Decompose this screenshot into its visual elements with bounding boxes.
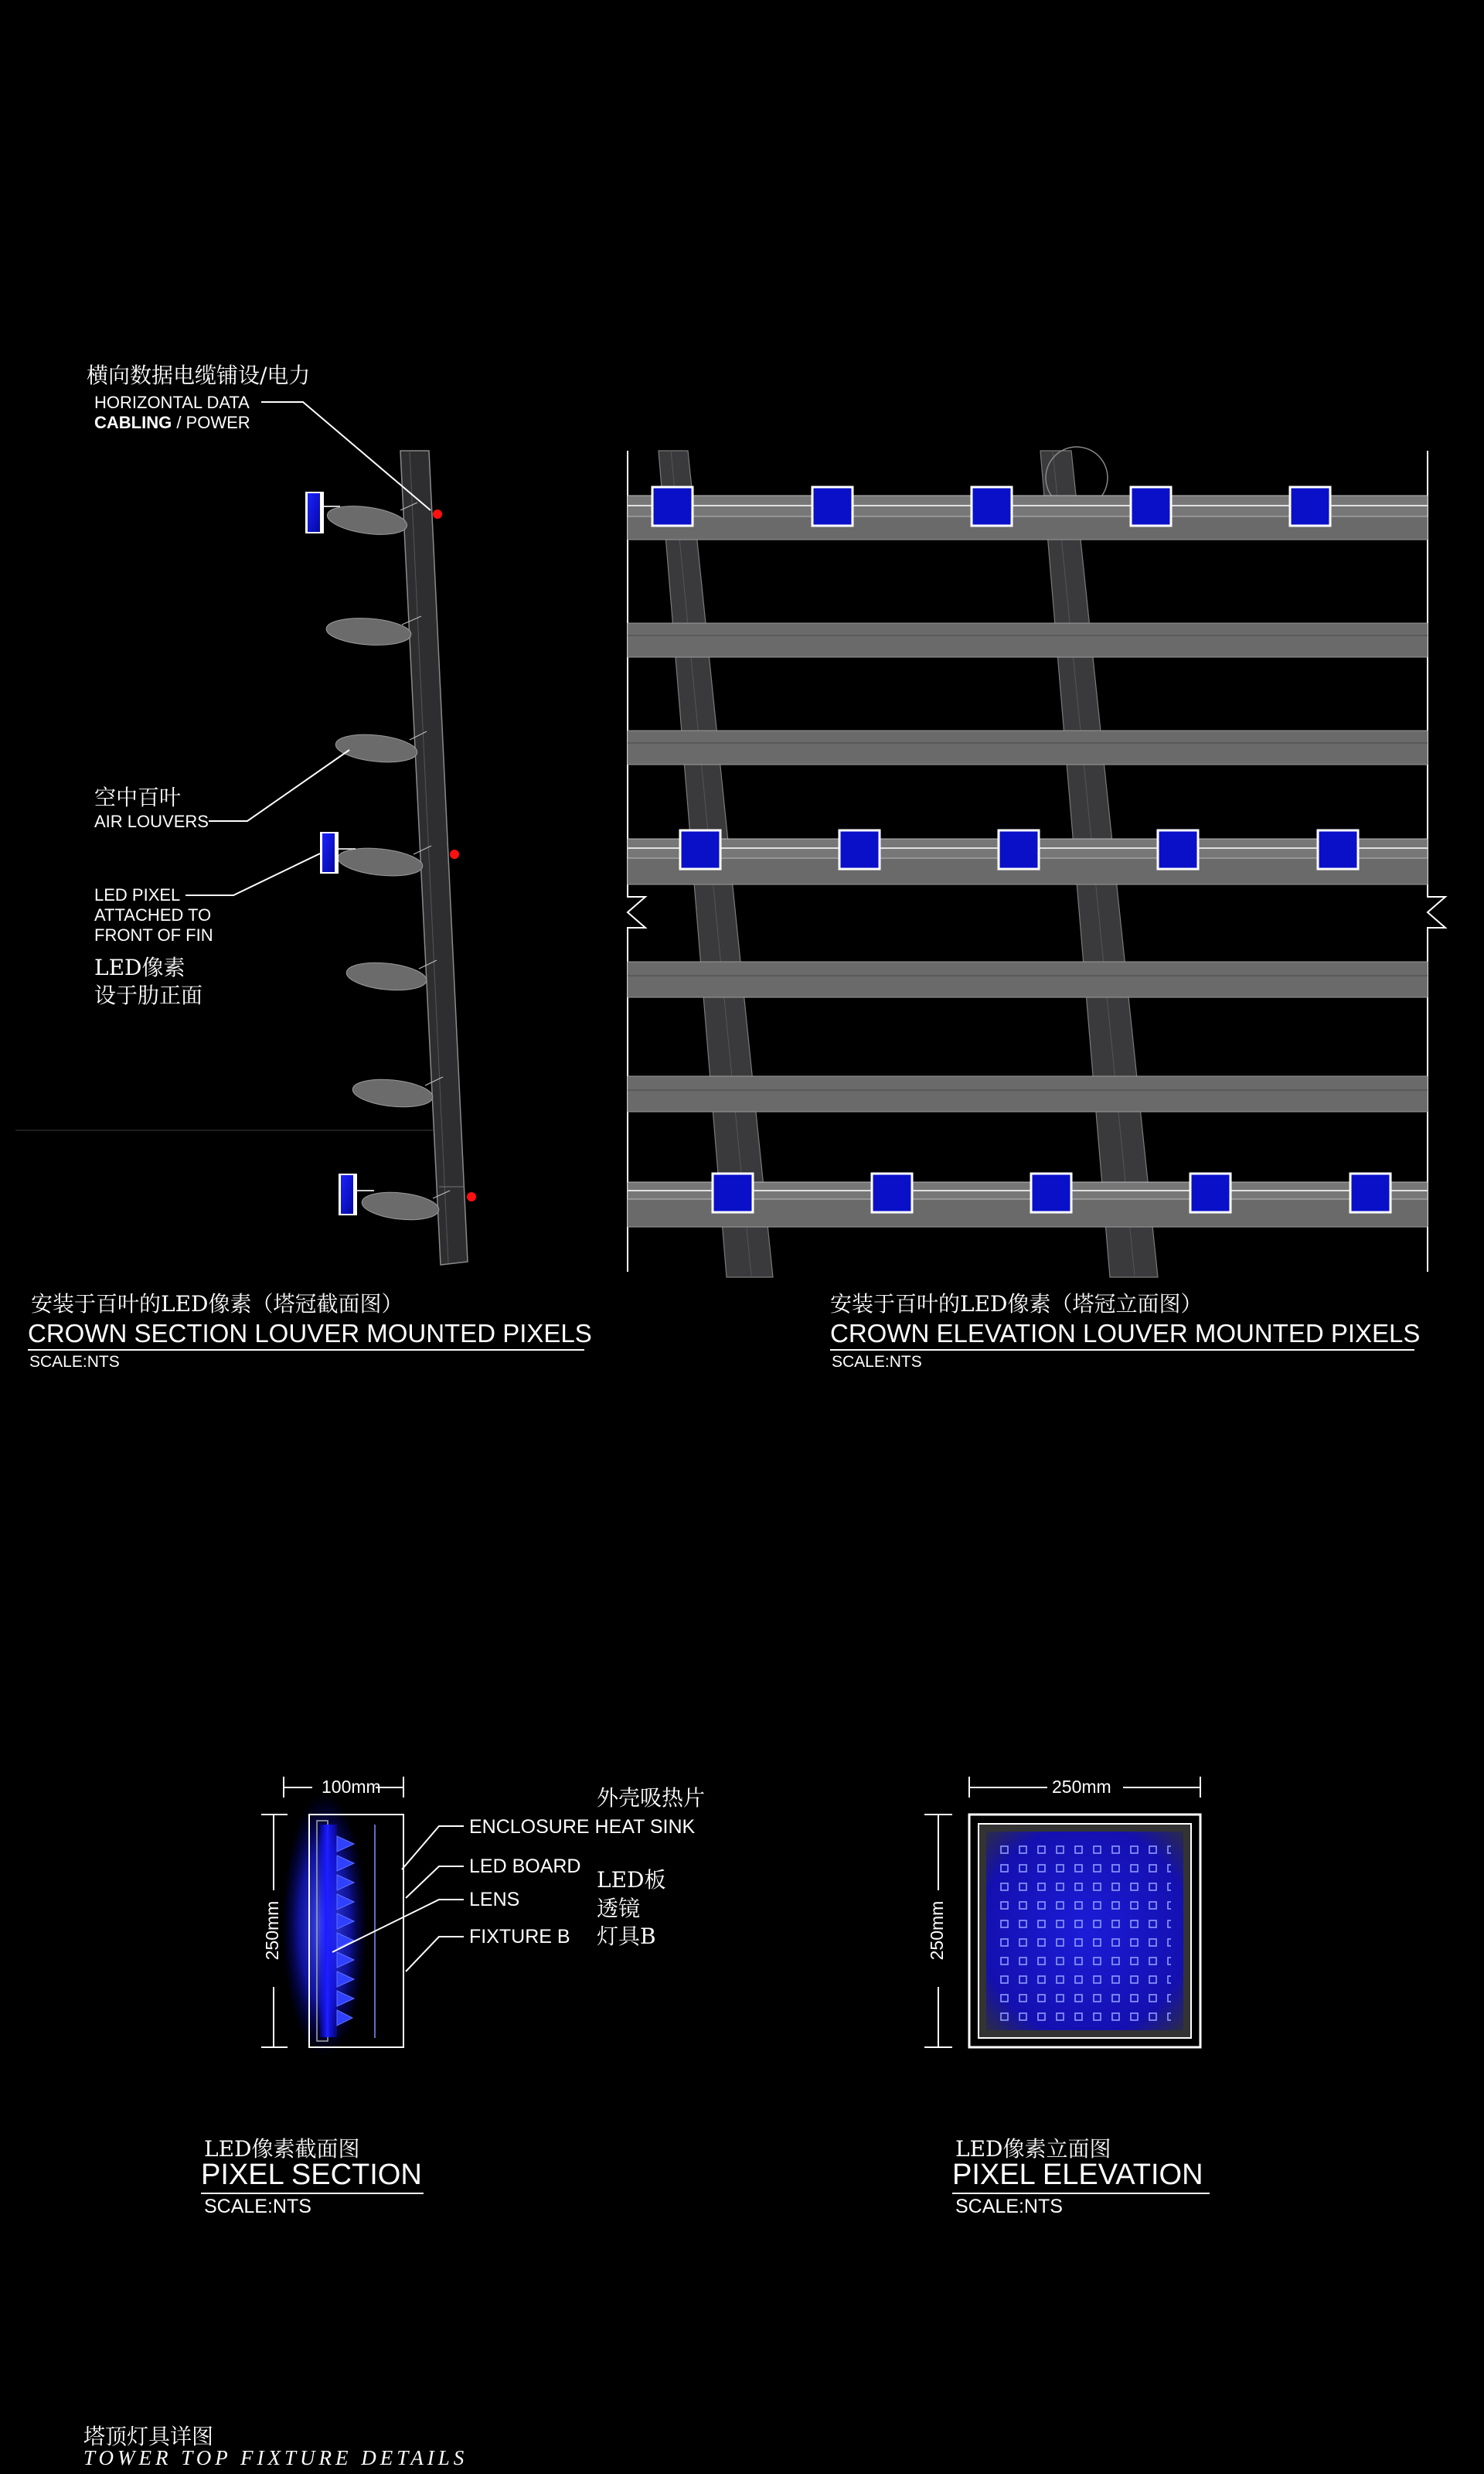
ledpixel-label-en-1: LED PIXEL bbox=[94, 885, 181, 905]
crown-section-title: CROWN SECTION LOUVER MOUNTED PIXELS bbox=[28, 1319, 592, 1348]
pixel-elev-underline bbox=[952, 2193, 1210, 2194]
louvers-label-en: AIR LOUVERS bbox=[94, 812, 209, 831]
ledpixel-label-cn-1: LED像素 bbox=[94, 955, 186, 980]
sheet-title: TOWER TOP FIXTURE DETAILS bbox=[83, 2446, 468, 2469]
pixel-section-title: PIXEL SECTION bbox=[201, 2159, 422, 2191]
crown-section-scale: SCALE:NTS bbox=[29, 1353, 120, 1371]
cabling-label-en-1: HORIZONTAL DATA bbox=[94, 393, 250, 412]
pixel-elev-scale: SCALE:NTS bbox=[955, 2196, 1063, 2217]
dim-250mm-v: 250mm bbox=[262, 1900, 282, 1961]
ledpixel-label-cn-2: 设于肋正面 bbox=[94, 983, 203, 1008]
led-board-label: LED BOARD bbox=[469, 1855, 581, 1877]
lens-label-cn: 透镜 bbox=[597, 1896, 641, 1921]
crown-section-underline bbox=[28, 1349, 584, 1351]
cabling-label-cn: 横向数据电缆铺设/电力 bbox=[87, 363, 311, 388]
cabling-label-en-2a: CABLING bbox=[94, 413, 172, 432]
pixel-section-scale: SCALE:NTS bbox=[204, 2196, 311, 2217]
pixel-dot-grid bbox=[995, 1840, 1171, 2021]
dim-250mm-v2: 250mm bbox=[927, 1900, 947, 1961]
dim-100mm: 100mm bbox=[322, 1777, 381, 1797]
fixture-b-label-cn: 灯具B bbox=[597, 1924, 656, 1949]
crown-elev-underline bbox=[830, 1349, 1414, 1351]
ledpixel-label-en-2: ATTACHED TO bbox=[94, 905, 212, 925]
pixel-section-underline bbox=[201, 2193, 424, 2194]
crown-elev-scale: SCALE:NTS bbox=[832, 1353, 922, 1371]
fixture-b-label: FIXTURE B bbox=[469, 1926, 570, 1948]
ledpixel-label-en-3: FRONT OF FIN bbox=[94, 925, 213, 945]
enclosure-label-cn: 外壳吸热片 bbox=[597, 1785, 706, 1811]
led-board-label-cn: LED板 bbox=[597, 1867, 666, 1893]
pixel-elev-title: PIXEL ELEVATION bbox=[952, 2159, 1203, 2191]
crown-elev-title: CROWN ELEVATION LOUVER MOUNTED PIXELS bbox=[830, 1319, 1421, 1348]
pixel-section-title-cn: LED像素截面图 bbox=[204, 2136, 360, 2162]
enclosure-label: ENCLOSURE HEAT SINK bbox=[469, 1816, 696, 1838]
crown-section-title-cn: 安装于百叶的LED像素（塔冠截面图） bbox=[31, 1291, 403, 1317]
crown-elev-title-cn: 安装于百叶的LED像素（塔冠立面图） bbox=[830, 1291, 1203, 1317]
dim-250mm-h: 250mm bbox=[1052, 1777, 1111, 1797]
cabling-label-en-2b: / POWER bbox=[172, 413, 250, 432]
cabling-label-en-2 bbox=[94, 413, 250, 433]
lens-label: LENS bbox=[469, 1889, 520, 1910]
louvers-label-cn: 空中百叶 bbox=[94, 785, 182, 810]
sheet-title-cn: 塔顶灯具详图 bbox=[83, 2424, 214, 2449]
pixel-elev-title-cn: LED像素立面图 bbox=[955, 2136, 1111, 2162]
